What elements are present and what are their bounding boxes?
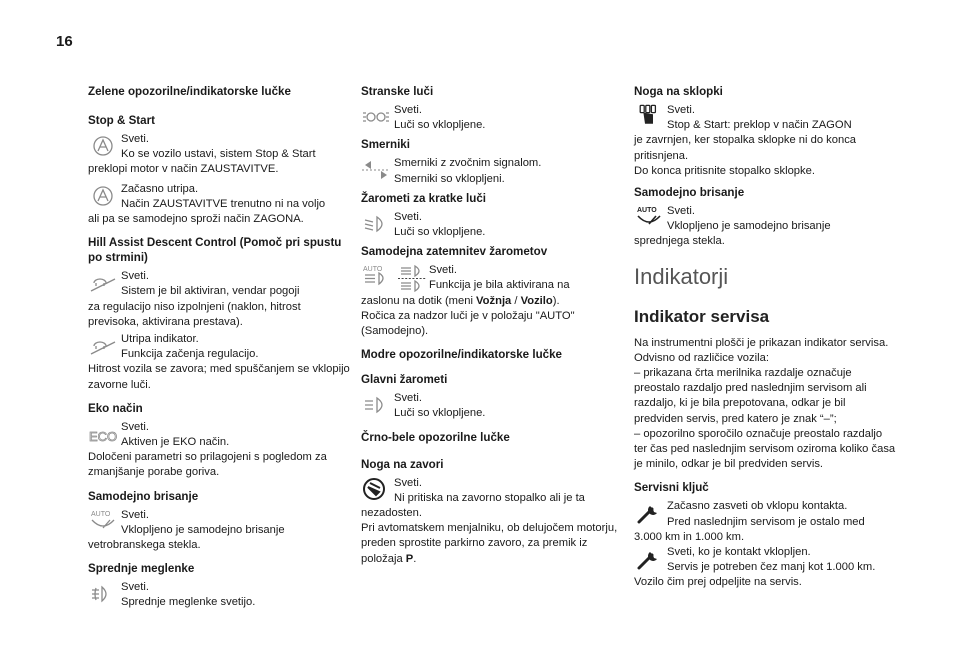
hill-e1-line2: Sistem je bil aktiviran, vendar pogoji (121, 285, 300, 298)
stop-start-e2-line2: Način ZAUSTAVITVE trenutno ni na voljo (121, 197, 326, 210)
side-lights-entry (361, 103, 623, 133)
auto-line2: Funkcija je bila aktivirana na (429, 279, 570, 292)
auto-wipe-title: Samodejno brisanje (88, 489, 199, 503)
section-title: Indikatorji (634, 263, 729, 289)
key-e1-line1: Začasno zasveti ob vklopu kontakta. (667, 500, 848, 513)
wrench-icon (634, 501, 664, 525)
turn-signal-title: Smerniki (361, 138, 410, 152)
turn-line2: Smerniki so vklopljeni. (394, 172, 505, 185)
auto-beam-icon-2 (397, 263, 427, 293)
clutch-line3: je zavrnjen, ker stopalka sklopke ni do konca pritisnjena. (634, 134, 857, 162)
brake-line4-a: Pri avtomatskem menjalniku, ob delujočem motorju, preden sprostite parkirno zavoro, za premik iz položaja (361, 522, 618, 565)
main-beam-icon (361, 393, 391, 417)
eco-icon (88, 424, 118, 448)
auto-line1: Sveti. (429, 264, 457, 277)
wipe-line1: Sveti. (121, 508, 149, 521)
turn-signal-icon (361, 158, 391, 182)
auto-line3-a: zaslonu na dotik (meni (361, 294, 477, 307)
foot-on-clutch-title: Noga na sklopki (634, 85, 723, 98)
side-lights-title: Stranske luči (361, 85, 434, 98)
stop-start-title: Stop & Start (88, 114, 155, 127)
svg-text:ECO: ECO (89, 428, 118, 444)
turn-line1: Smerniki z zvočnim signalom. (394, 157, 542, 170)
stop-start-e1-line3: preklopi motor v način ZAUSTAVITVE. (88, 163, 279, 176)
front-fog-title: Sprednje meglenke (88, 562, 195, 576)
stop-start-e1-line1: Sveti. (121, 133, 149, 145)
auto-line3-end: ). (552, 294, 560, 307)
clutch-line2: Stop & Start: preklop v način ZAGON (667, 119, 852, 132)
side-line1: Sveti. (394, 104, 422, 116)
front-fog-entry (88, 580, 350, 610)
eco-entry (88, 420, 350, 481)
foot-on-brake-title: Noga na zavori (361, 457, 444, 471)
stop-start-entry-2 (88, 182, 350, 228)
key-e1-line3: 3.000 km in 1.000 km. (634, 530, 745, 543)
eco-line2: Aktiven je EKO način. (121, 436, 230, 449)
stop-start-e2-line3: ali pa se samodejno sproži način ZAGONA. (88, 213, 304, 226)
wrench-icon-2 (634, 547, 664, 571)
brake-line3: nezadosten. (361, 507, 422, 520)
dipped-beam-entry (361, 210, 623, 240)
key-e2-line1: Sveti, ko je kontakt vklopljen. (667, 546, 811, 559)
dipped-line2: Luči so vklopljene. (394, 226, 486, 239)
wipe2-line1: Sveti. (667, 205, 695, 218)
service-key-entry-2 (634, 545, 896, 591)
auto-line3-sep: / (511, 294, 521, 307)
front-fog-icon (88, 582, 118, 606)
hill-e1-line1: Sveti. (121, 270, 149, 283)
hill-e2-line1: Utripa indikator. (121, 333, 199, 346)
column-right (634, 84, 896, 591)
fog-line1: Sveti. (121, 581, 149, 594)
dipped-beam-icon (361, 212, 391, 236)
wipe2-line3: sprednjega stekla. (634, 235, 725, 248)
brake-line1: Sveti. (394, 476, 422, 489)
hill-descent-icon (88, 271, 118, 295)
brake-line4 (361, 521, 623, 567)
wipe-line2: Vklopljeno je samodejno brisanje (121, 523, 285, 536)
key-e2-line3: Vozilo čim prej odpeljite na servis. (634, 576, 802, 589)
hill-descent-title: Hill Assist Descent Control (Pomoč pri spustu po strmini) (88, 236, 342, 265)
main-beam-title: Glavni žarometi (361, 373, 448, 387)
eco-line3: Določeni parametri so prilagojeni s pogledom za zmanjšanje porabe goriva. (88, 451, 327, 479)
auto-line4: Ročica za nadzor luči je v položaju "AUTO" (Samodejno). (361, 309, 575, 338)
foot-on-brake-icon (361, 476, 391, 500)
service-indicator-title: Indikator servisa (634, 306, 770, 326)
stop-start-e2-line1: Začasno utripa. (121, 182, 199, 195)
brake-line4-p: P (405, 552, 414, 565)
hill-e2-line3: Hitrost vozila se zavora; med spuščanjem se vklopijo zavorne luči. (88, 363, 350, 391)
auto-line3-vehicle: Vozilo (520, 294, 553, 307)
eco-line1: Sveti. (121, 420, 149, 433)
dipped-line1: Sveti. (394, 210, 422, 223)
side-line2: Luči so vklopljene. (394, 119, 486, 132)
auto-wipe-icon-2 (634, 204, 664, 228)
page-number: 16 (56, 33, 73, 50)
service-paragraph-1: Na instrumentni plošči je prikazan indikator servisa. Odvisno od različice vozila: (634, 336, 889, 364)
dipped-beam-title: Žarometi za kratke luči (361, 191, 487, 205)
svg-text:AUTO: AUTO (91, 510, 111, 518)
eco-title: Eko način (88, 401, 143, 415)
brake-line2: Ni pritiska na zavorno stopalko ali je ta (394, 491, 585, 504)
main-beam-entry (361, 391, 623, 421)
hill-e2-line2: Funkcija začenja regulacijo. (121, 348, 259, 361)
auto-wipe-entry-2 (634, 204, 896, 250)
auto-beam-icon-1 (361, 263, 391, 287)
auto-wipe-icon (88, 508, 118, 532)
key-e1-line2: Pred naslednjim servisom je ostalo med (667, 515, 865, 528)
main-line2: Luči so vklopljene. (394, 407, 486, 420)
hill-descent-entry-1 (88, 269, 350, 330)
auto-beam-entry (361, 263, 623, 339)
side-lights-icon (361, 105, 391, 129)
stop-start-icon (88, 134, 118, 158)
blue-lamps-heading: Modre opozorilne/indikatorske lučke (361, 348, 562, 362)
green-lamps-heading: Zelene opozorilne/indikatorske lučke (88, 85, 291, 98)
hill-e1-line3: za regulacijo niso izpolnjeni (naklon, hitrost previsoka, aktivirana prestava). (88, 300, 301, 328)
turn-signal-entry (361, 156, 623, 186)
fog-line2: Sprednje meglenke svetijo. (121, 596, 256, 609)
foot-on-brake-entry (361, 476, 623, 567)
foot-on-clutch-icon (634, 103, 664, 127)
clutch-line1: Sveti. (667, 104, 695, 116)
hill-descent-entry-2 (88, 332, 350, 393)
column-left (88, 84, 350, 611)
stop-start-flash-icon (88, 184, 118, 208)
hill-descent-flash-icon (88, 334, 118, 358)
service-key-entry-1 (634, 499, 896, 545)
foot-on-clutch-entry (634, 103, 896, 179)
service-paragraph-2: – prikazana črta merilnika razdalje označuje preostalo razdaljo pred naslednjim servisom ali razdaljo, ki je bila prepotovana, odkar je bil predviden servis, pred katero je znak “–”; (634, 367, 867, 425)
svg-text:AUTO: AUTO (637, 207, 657, 215)
wipe2-line2: Vklopljeno je samodejno brisanje (667, 220, 831, 233)
service-paragraph-3: – opozorilno sporočilo označuje preostalo razdaljo ter čas ped naslednjim servisom oziroma koliko časa je minilo, odkar je bil predviden servis. (634, 427, 896, 471)
key-e2-line2: Servis je potreben čez manj kot 1.000 km. (667, 561, 876, 574)
auto-line3 (361, 294, 623, 309)
service-key-title: Servisni ključ (634, 481, 709, 495)
column-middle (361, 84, 623, 567)
main-line1: Sveti. (394, 392, 422, 405)
svg-text:AUTO: AUTO (363, 266, 383, 274)
clutch-line4: Do konca pritisnite stopalko sklopke. (634, 164, 815, 177)
brake-line4-end: . (413, 552, 417, 565)
wipe-line3: vetrobranskega stekla. (88, 539, 201, 552)
auto-wipe-entry (88, 508, 350, 554)
auto-line3-menu: Vožnja (476, 294, 512, 307)
auto-beam-title: Samodejna zatemnitev žarometov (361, 245, 548, 259)
stop-start-entry-1 (88, 132, 350, 178)
bw-lamps-heading: Črno-bele opozorilne lučke (361, 430, 510, 444)
auto-wipe-title-2: Samodejno brisanje (634, 186, 745, 200)
stop-start-e1-line2: Ko se vozilo ustavi, sistem Stop & Start (121, 148, 316, 161)
